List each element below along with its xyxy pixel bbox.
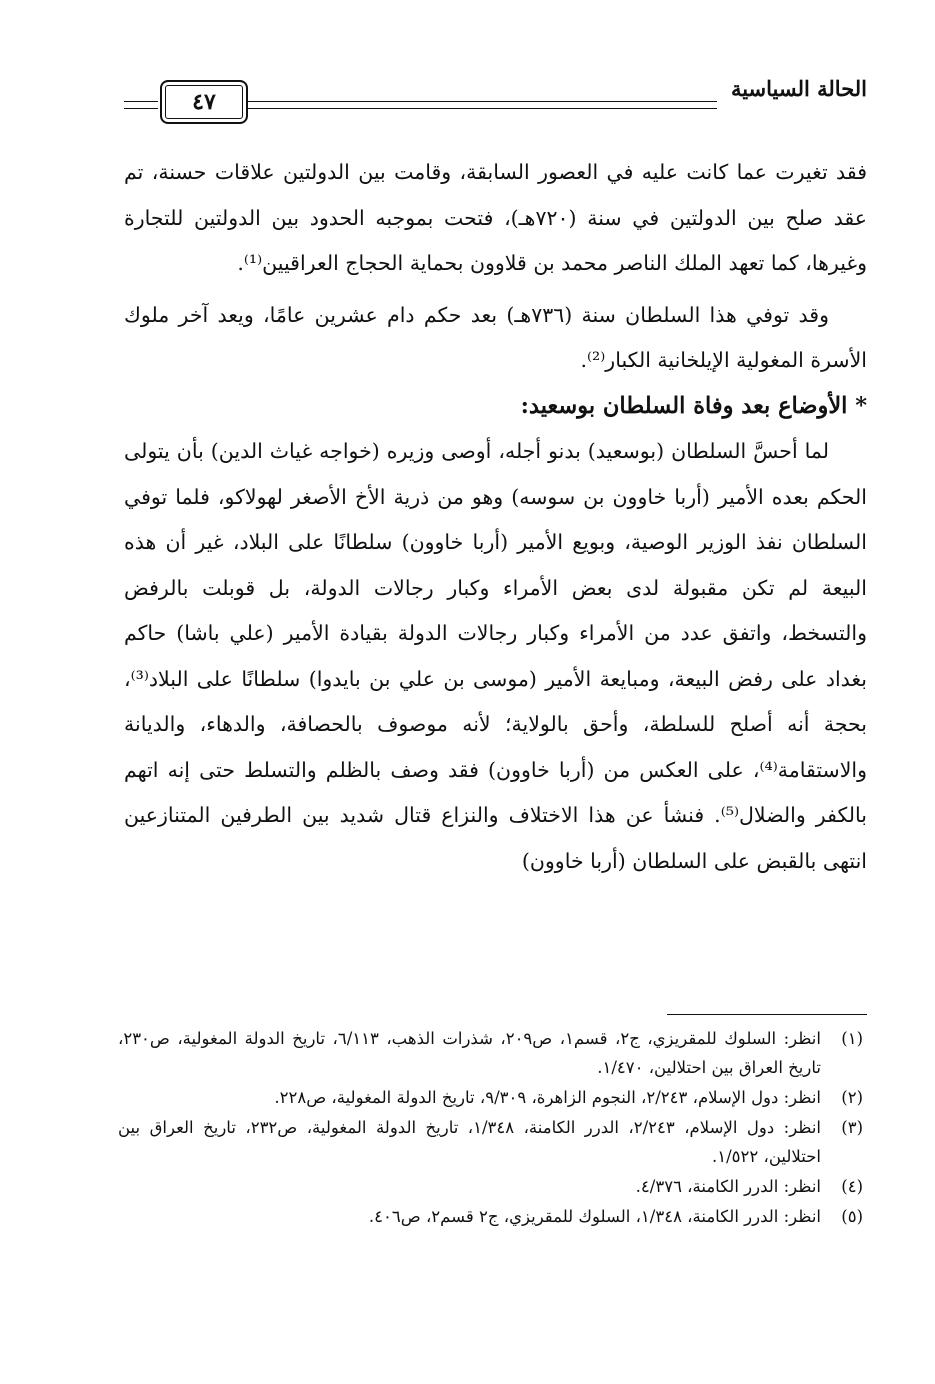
paragraph-2: وقد توفي هذا السلطان سنة (٧٣٦هـ) بعد حكم دام عشرين عامًا، ويعد آخر ملوك الأسرة المغولية الإيلخانية الكبار⁽²⁾. (124, 302, 867, 372)
page-number: ٤٧ (192, 89, 216, 115)
body-text (124, 150, 867, 884)
paragraph-3: لما أحسَّ السلطان (بوسعيد) بدنو أجله، أوصى وزيره (خواجه غياث الدين) بأن يتولى الحكم بعده الأمير (أربا خاوون بن سوسه) وهو من ذرية الأخ الأصغر لهولاكو، فلما توفي السلطان نفذ الوزير الوصية، وبويع الأمير (أربا خاوون) سلطانًا على البلاد، غير أن هذه البيعة لم تكن مقبولة لدى بعض الأمراء وكبار رجالات الدولة، بل قوبلت بالرفض والتسخط، واتفق عدد من الأمراء وكبار رجالات الدولة بقيادة الأمير (علي باشا) حاكم بغداد على رفض البيعة، ومبايعة الأمير (موسى بن علي بن بايدوا) سلطانًا على البلاد⁽³⁾، بحجة أنه أصلح للسلطة، وأحق بالولاية؛ لأنه موصوف بالحصافة، والدهاء، والديانة والاستقامة⁽⁴⁾، على العكس من (أربا خاوون) فقد وصف بالظلم والتسلط حتى إنه اتهم بالكفر والضلال⁽⁵⁾. فنشأ عن هذا الاختلاف والنزاع قتال شديد بين الطرفين المتنازعين انتهى بالقبض على السلطان (أربا خاوون) (124, 439, 868, 873)
paragraph-1: فقد تغيرت عما كانت عليه في العصور السابقة، وقامت بين الدولتين علاقات حسنة، تم عقد صلح بين الدولتين في سنة (٧٢٠هـ)، فتحت بموجبه الحدود بين الدولتين للتجارة وغيرها، كما تعهد الملك الناصر محمد بن قلاوون بحماية الحجاج العراقيين⁽¹⁾. (124, 160, 867, 275)
header-rule-left (124, 101, 158, 109)
footnote (118, 1083, 863, 1112)
footnote-text: انظر: دول الإسلام، ٢/٢٤٣، الدرر الكامنة، ١/٣٤٨، تاريخ الدولة المغولية، ص٢٣٢، تاريخ العراق بين احتلالين، ١/٥٢٢. (118, 1118, 822, 1166)
footnote (118, 1172, 863, 1201)
running-title: الحالة السياسية (730, 76, 867, 101)
footnote (118, 1202, 863, 1231)
footnote-separator (667, 1014, 867, 1015)
footnote-number: (٣) (841, 1118, 863, 1137)
footnote-text: انظر: الدرر الكامنة، ٤/٣٧٦. (635, 1177, 821, 1196)
footnote (118, 1113, 863, 1171)
page-number-frame (160, 80, 248, 124)
footnote-number: (١) (841, 1029, 863, 1048)
footnote-number: (٥) (841, 1207, 863, 1226)
footnote (118, 1024, 863, 1082)
footnote-text: انظر: دول الإسلام، ٢/٢٤٣، النجوم الزاهرة، ٩/٣٠٩، تاريخ الدولة المغولية، ص٢٢٨. (274, 1088, 821, 1107)
footnote-text: انظر: الدرر الكامنة، ١/٣٤٨، السلوك للمقريزي، ج٢ قسم٢، ص٤٠٦. (368, 1207, 821, 1226)
header-rule (246, 101, 717, 109)
footnotes (118, 1024, 863, 1232)
section-heading: * الأوضاع بعد وفاة السلطان بوسعيد: (520, 392, 867, 419)
footnote-text: انظر: السلوك للمقريزي، ج٢، قسم١، ص٢٠٩، شذرات الذهب، ٦/١١٣، تاريخ الدولة المغولية، ص٢٣٠، تاريخ العراق بين احتلالين، ١/٤٧٠. (118, 1029, 821, 1077)
footnote-number: (٢) (841, 1088, 863, 1107)
footnote-number: (٤) (841, 1177, 863, 1196)
